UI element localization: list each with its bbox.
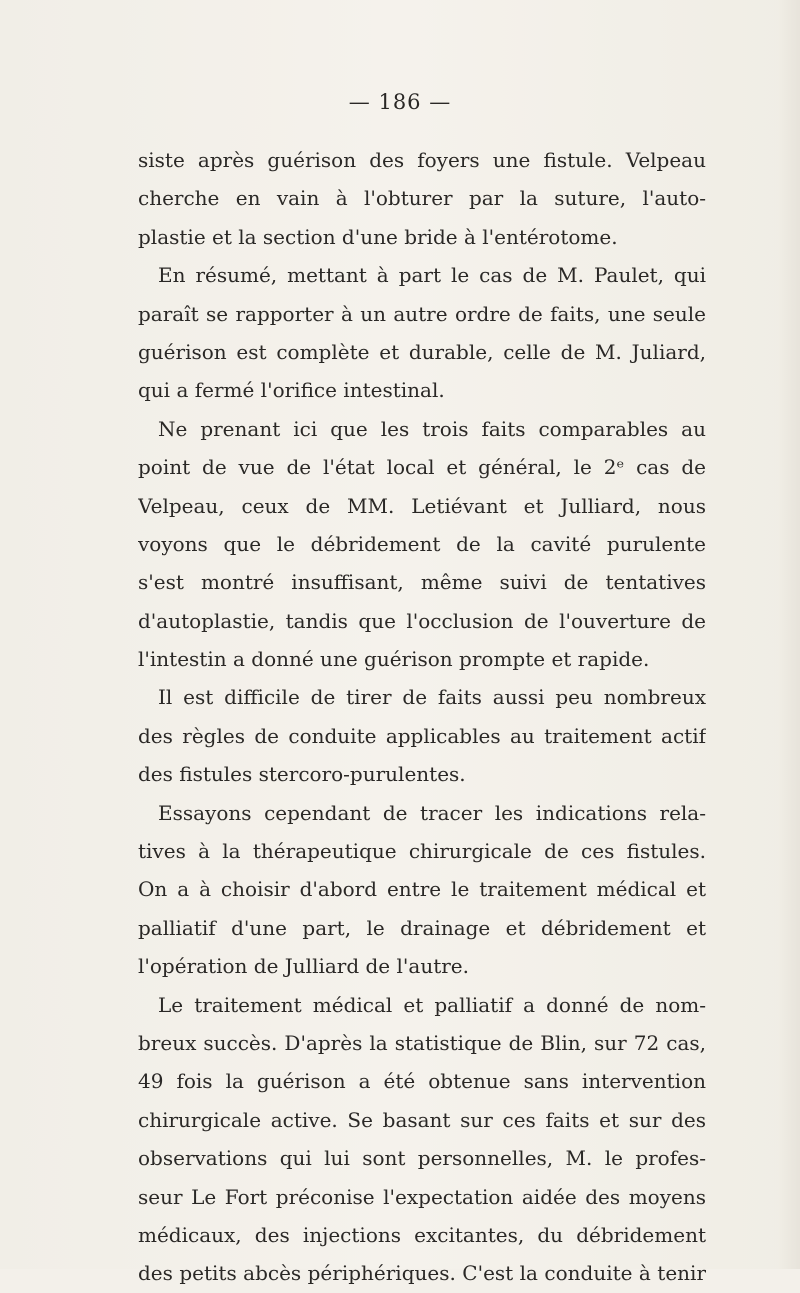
- text-line: d'autoplastie, tandis que l'occlusion de l'ouverture de: [138, 608, 706, 633]
- text-line: chirurgicale active. Se basant sur ces faits et sur des: [138, 1107, 706, 1132]
- text-line: s'est montré insuffisant, même suivi de tentatives: [138, 570, 706, 595]
- text-line: Essayons cependant de tracer les indications rela-: [158, 800, 706, 825]
- text-line: seur Le Fort préconise l'expectation aidée des moyens: [138, 1184, 706, 1209]
- text-line: Le traitement médical et palliatif a donné de nom-: [158, 992, 706, 1017]
- page-number-header: — 186 —: [348, 90, 452, 114]
- text-line: l'opération de Julliard de l'autre.: [138, 954, 469, 979]
- text-line: des règles de conduite applicables au traitement actif: [138, 723, 706, 748]
- text-line: des petits abcès périphériques. C'est la conduite à tenir: [138, 1261, 706, 1286]
- text-line: siste après guérison des foyers une fistule. Velpeau: [138, 148, 706, 172]
- text-line: paraît se rapporter à un autre ordre de faits, une seule: [138, 301, 706, 326]
- text-line: guérison est complète et durable, celle de M. Juliard,: [138, 339, 706, 364]
- text-line: Il est difficile de tirer de faits aussi peu nombreux: [158, 685, 706, 710]
- text-line: breux succès. D'après la statistique de Blin, sur 72 cas,: [138, 1030, 706, 1055]
- text-line: 49 fois la guérison a été obtenue sans intervention: [138, 1069, 706, 1094]
- body-text: [138, 141, 706, 1293]
- text-line: plastie et la section d'une bride à l'entérotome.: [138, 224, 618, 249]
- text-line: médicaux, des injections excitantes, du débridement: [138, 1222, 706, 1247]
- text-line: voyons que le débridement de la cavité purulente: [138, 531, 706, 556]
- text-line: cherche en vain à l'obturer par la suture, l'auto-: [138, 186, 706, 211]
- text-line: On a à choisir d'abord entre le traitement médical et: [138, 877, 706, 902]
- text-line: Ne prenant ici que les trois faits comparables au: [158, 416, 706, 441]
- text-line: point de vue de l'état local et général, le 2ᵉ cas de: [138, 455, 706, 480]
- text-line: qui a fermé l'orifice intestinal.: [138, 378, 445, 403]
- text-line: tives à la thérapeutique chirurgicale de ces fistules.: [138, 839, 706, 864]
- text-line: Velpeau, ceux de MM. Letiévant et Julliard, nous: [138, 493, 706, 518]
- text-line: observations qui lui sont personnelles, M. le profes-: [138, 1146, 706, 1171]
- text-line: En résumé, mettant à part le cas de M. Paulet, qui: [158, 263, 706, 288]
- text-line: des fistules stercoro-purulentes.: [138, 762, 466, 787]
- page-edge-shadow: [778, 0, 800, 1269]
- text-line: l'intestin a donné une guérison prompte et rapide.: [138, 647, 650, 672]
- text-line: palliatif d'une part, le drainage et débridement et: [138, 915, 706, 940]
